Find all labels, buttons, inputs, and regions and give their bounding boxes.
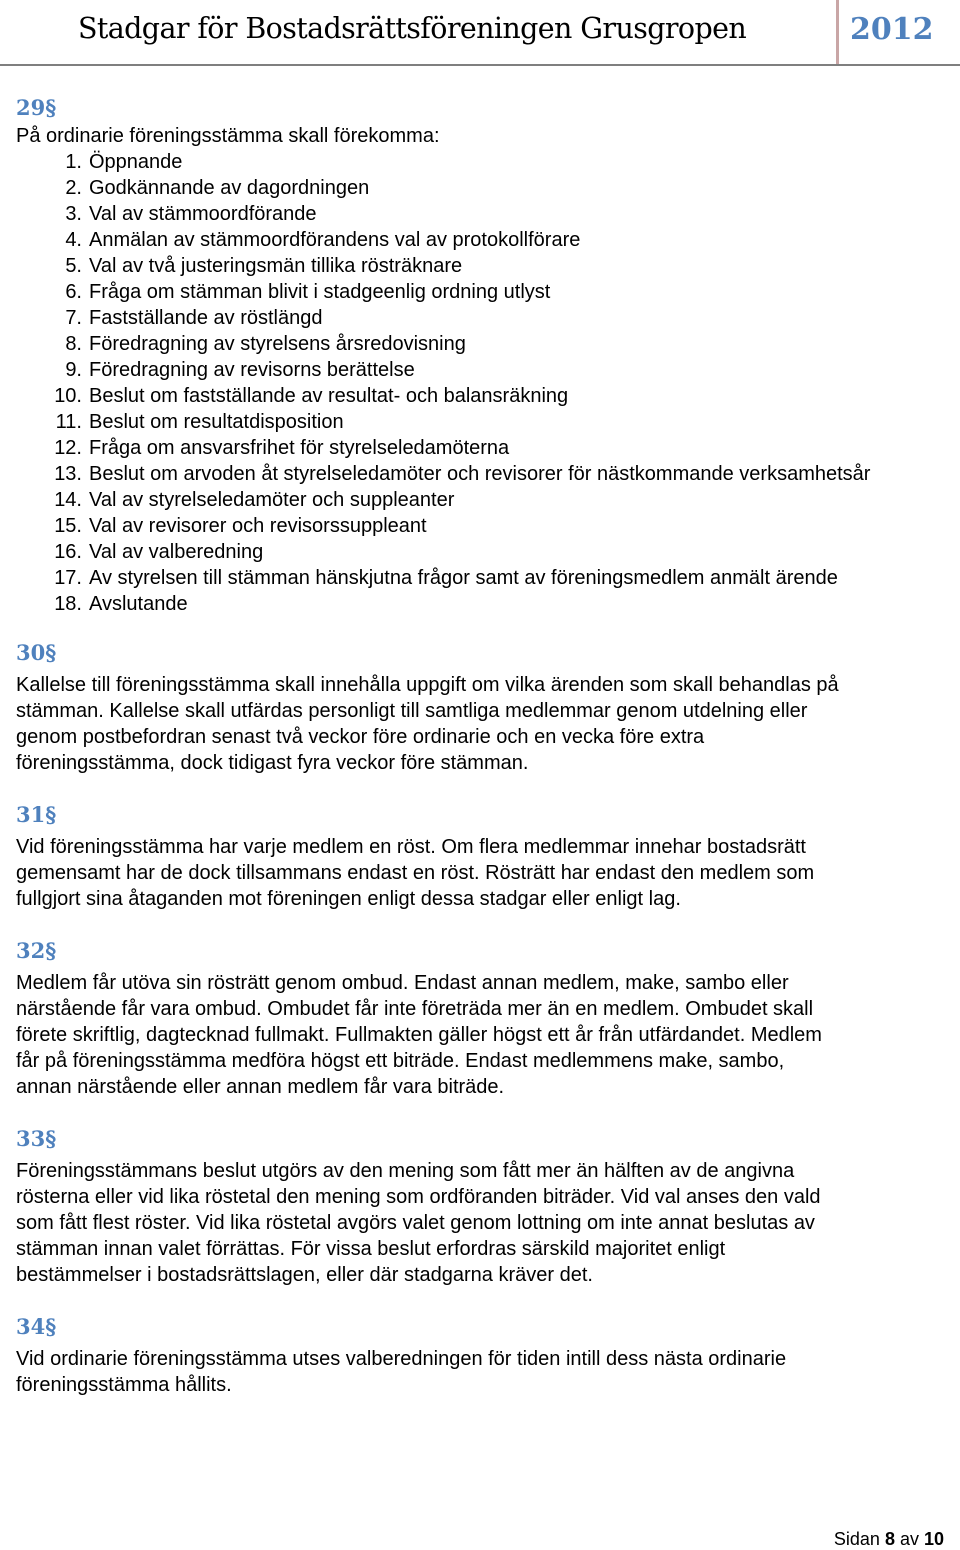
total-page-count: 10 <box>923 1529 944 1549</box>
section-paragraph <box>16 970 946 1100</box>
footer-prefix: Sidan <box>833 1529 885 1549</box>
paragraph-line: fullgjort sina åtaganden mot föreningen enligt dessa stadgar eller enligt lag. <box>16 888 681 910</box>
section-heading: 31§ <box>16 802 57 827</box>
paragraph-line: Medlem får utöva sin rösträtt genom ombud. Endast annan medlem, make, sambo eller <box>16 972 789 994</box>
paragraph-line: genom postbefordran senast två veckor före ordinarie och en vecka före extra <box>16 726 705 748</box>
section-32 <box>16 938 946 1100</box>
list-item <box>16 591 946 617</box>
list-item-text: Avslutande <box>89 593 188 615</box>
list-item-number: 13. <box>54 463 82 485</box>
section-paragraph <box>16 672 946 776</box>
paragraph-line: närstående får vara ombud. Ombudet får inte företräda mer än en medlem. Ombudet skall <box>16 998 814 1020</box>
list-item <box>16 435 946 461</box>
paragraph-line: får på föreningsstämma medföra högst ett biträde. Endast medlemmens make, sambo, <box>16 1050 785 1072</box>
footer-middle: av <box>894 1529 924 1549</box>
section-paragraph <box>16 834 946 912</box>
paragraph-line: som fått flest röster. Vid lika röstetal avgörs valet genom lottning om inte annat beslutas av <box>16 1212 815 1234</box>
document-body <box>16 95 946 1398</box>
list-item-number: 3. <box>65 203 82 225</box>
list-item-text: Beslut om arvoden åt styrelseledamöter och revisorer för nästkommande verksamhetsår <box>89 463 871 485</box>
paragraph-line: Vid föreningsstämma har varje medlem en röst. Om flera medlemmar innehar bostadsrätt <box>16 836 806 858</box>
list-item-number: 11. <box>55 411 82 433</box>
list-item-number: 4. <box>65 229 82 251</box>
header-rule <box>0 64 960 66</box>
list-item <box>16 383 946 409</box>
list-item <box>16 513 946 539</box>
list-item-number: 17. <box>54 567 82 589</box>
section-heading: 33§ <box>16 1126 57 1151</box>
list-item <box>16 227 946 253</box>
document-title: Stadgar för Bostadsrättsföreningen Grusgropen <box>78 12 747 45</box>
list-item-text: Fråga om stämman blivit i stadgeenlig ordning utlyst <box>89 281 551 303</box>
list-item-number: 10. <box>54 385 82 407</box>
list-item-number: 2. <box>65 177 82 199</box>
list-item-text: Fastställande av röstlängd <box>89 307 323 329</box>
list-item-number: 15. <box>54 515 82 537</box>
list-item-number: 7. <box>65 307 82 329</box>
agenda-list <box>16 149 946 617</box>
section-31 <box>16 802 946 912</box>
list-item-text: Val av styrelseledamöter och suppleanter <box>89 489 455 511</box>
list-item-number: 5. <box>65 255 82 277</box>
paragraph-line: föreningsstämma hållits. <box>16 1374 232 1396</box>
list-item <box>16 487 946 513</box>
list-item <box>16 331 946 357</box>
list-item-number: 6. <box>65 281 82 303</box>
list-item-number: 16. <box>54 541 82 563</box>
list-item-number: 14. <box>54 489 82 511</box>
list-item-text: Anmälan av stämmoordförandens val av protokollförare <box>89 229 581 251</box>
list-item-number: 8. <box>65 333 82 355</box>
list-item <box>16 149 946 175</box>
section-heading: 29§ <box>16 95 57 120</box>
current-page-number: 8 <box>884 1529 895 1549</box>
list-item <box>16 279 946 305</box>
list-item-text: Öppnande <box>89 151 183 173</box>
header-divider <box>836 0 839 64</box>
list-item <box>16 539 946 565</box>
list-item-number: 1. <box>65 151 82 173</box>
list-item-text: Val av revisorer och revisorssuppleant <box>89 515 427 537</box>
paragraph-line: Vid ordinarie föreningsstämma utses valberedningen för tiden intill dess nästa ordinarie <box>16 1348 787 1370</box>
section-33 <box>16 1126 946 1288</box>
list-item-text: Fråga om ansvarsfrihet för styrelseledamöterna <box>89 437 510 459</box>
paragraph-line: stämman innan valet förrättas. För vissa beslut erfordras särskild majoritet enligt <box>16 1238 726 1260</box>
list-item <box>16 175 946 201</box>
page-header <box>0 0 960 66</box>
list-item-text: Val av två justeringsmän tillika rösträknare <box>89 255 463 277</box>
list-item-text: Föredragning av revisorns berättelse <box>89 359 415 381</box>
paragraph-line: stämman. Kallelse skall utfärdas personligt till samtliga medlemmar genom utdelning eller <box>16 700 808 722</box>
list-item-text: Beslut om fastställande av resultat- och balansräkning <box>89 385 569 407</box>
list-item-number: 18. <box>54 593 82 615</box>
document-year: 2012 <box>850 12 934 47</box>
paragraph-line: rösterna eller vid lika röstetal den mening som ordföranden biträder. Vid val anses den vald <box>16 1186 821 1208</box>
list-item <box>16 253 946 279</box>
section-paragraph <box>16 1346 946 1398</box>
list-item <box>16 357 946 383</box>
section-paragraph <box>16 1158 946 1288</box>
list-item-text: Föredragning av styrelsens årsredovisning <box>89 333 466 355</box>
paragraph-line: förete skriftlig, dagtecknad fullmakt. Fullmakten gäller högst ett år från utfärdandet. Medlem <box>16 1024 822 1046</box>
section-34 <box>16 1314 946 1398</box>
list-item-text: Av styrelsen till stämman hänskjutna frågor samt av föreningsmedlem anmält ärende <box>89 567 838 589</box>
paragraph-line: Föreningsstämmans beslut utgörs av den mening som fått mer än hälften av de angivna <box>16 1160 795 1182</box>
list-item <box>16 305 946 331</box>
section-30 <box>16 640 946 776</box>
page-footer <box>834 1529 944 1550</box>
paragraph-line: föreningsstämma, dock tidigast fyra veckor före stämman. <box>16 752 529 774</box>
list-item <box>16 461 946 487</box>
list-item-text: Val av valberedning <box>89 541 264 563</box>
section-heading: 32§ <box>16 938 57 963</box>
paragraph-line: gemensamt har de dock tillsammans endast en röst. Rösträtt har endast den medlem som <box>16 862 815 884</box>
list-item-text: Val av stämmoordförande <box>89 203 317 225</box>
paragraph-line: annan närstående eller annan medlem får vara biträde. <box>16 1076 505 1098</box>
section-29 <box>16 95 946 617</box>
list-item-text: Beslut om resultatdisposition <box>89 411 344 433</box>
paragraph-line: bestämmelser i bostadsrättslagen, eller där stadgarna kräver det. <box>16 1264 593 1286</box>
section-intro: På ordinarie föreningsstämma skall förekomma: <box>16 125 440 147</box>
list-item <box>16 409 946 435</box>
list-item-text: Godkännande av dagordningen <box>89 177 370 199</box>
section-heading: 34§ <box>16 1314 57 1339</box>
list-item-number: 12. <box>54 437 82 459</box>
list-item-number: 9. <box>65 359 82 381</box>
section-heading: 30§ <box>16 640 57 665</box>
list-item <box>16 565 946 591</box>
list-item <box>16 201 946 227</box>
paragraph-line: Kallelse till föreningsstämma skall innehålla uppgift om vilka ärenden som skall behandlas på <box>16 674 839 696</box>
